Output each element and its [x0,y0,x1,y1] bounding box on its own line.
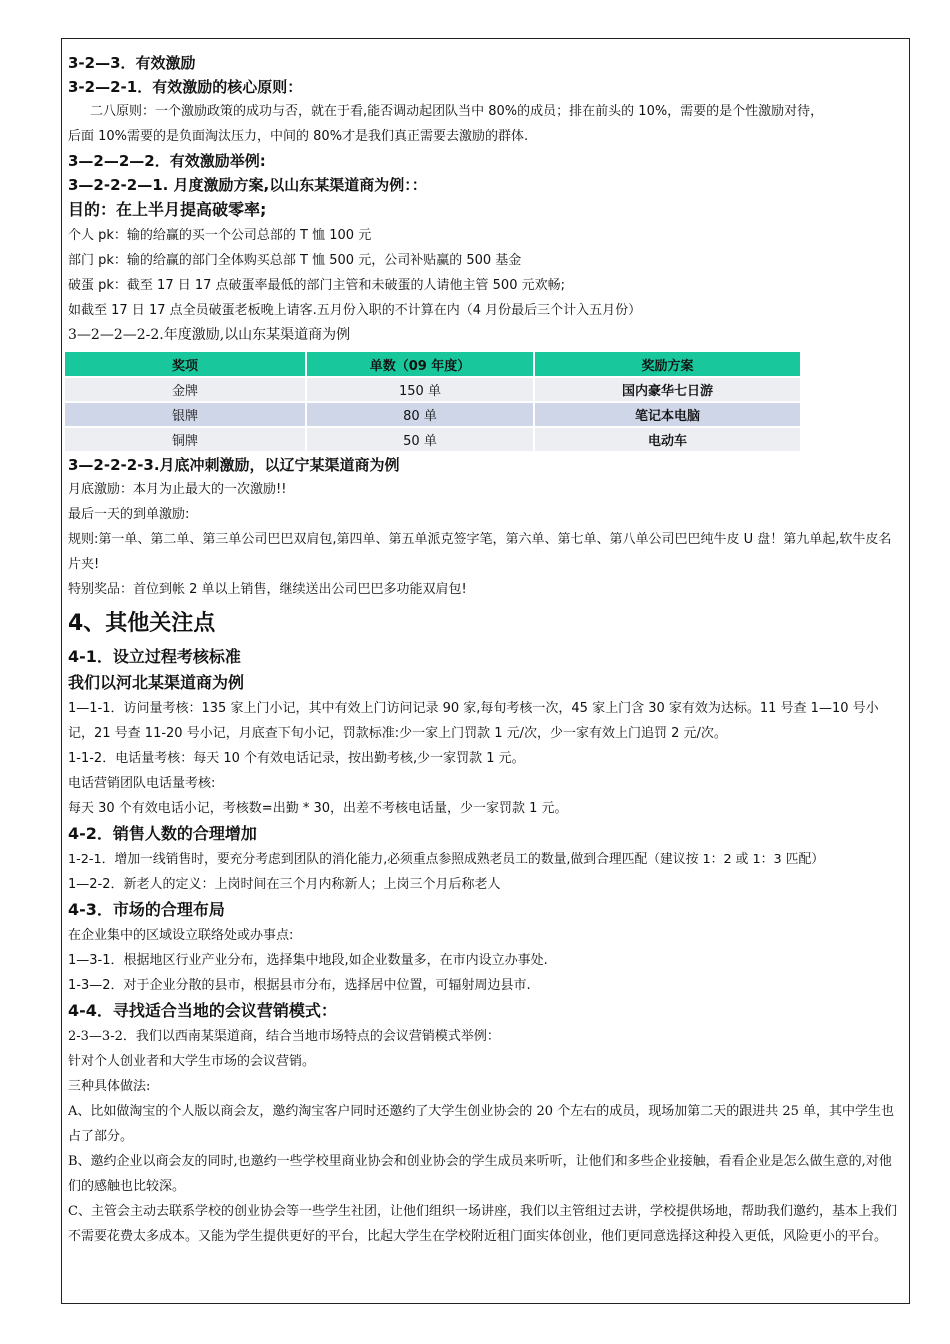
pk-item-all-staff: 如截至 17 日 17 点全员破蛋老板晚上请客.五月份入职的不计算在内（4 月份最后三个计入五月份） [68,303,642,318]
award-table [65,350,800,453]
section-title-4-3: 4-3．市场的合理布局 [68,900,225,919]
goal-heading: 目的：在上半月提高破零率; [68,200,267,219]
meeting-marketing-text-2: 针对个人创业者和大学生市场的会议营销。 [68,1054,316,1069]
layout-text-3: 1-3—2．对于企业分散的县市，根据县市分布，选择居中位置，可辐射周边县市. [68,978,531,993]
monthend-incentive-heading: 3—2-2-2-3.月底冲刺激励，以辽宁某渠道商为例 [68,456,400,474]
staffing-text-2: 1—2-2．新老人的定义：上岗时间在三个月内称新人；上岗三个月后称老人 [68,877,501,892]
table-cell-count: 150 单 [307,378,535,401]
table-cell-award: 铜牌 [65,428,307,451]
telemarketing-assessment-text: 每天 30 个有效电话小记，考核数=出勤 * 30，出差不考核电话量，少一家罚款 1 元。 [68,801,568,816]
section-title-3-2-3: 3-2—3．有效激励 [68,54,196,72]
method-c-text: C、主管会主动去联系学校的创业协会等一些学生社团，让他们组织一场讲座，我们以主管组过去讲，学校提供场地，帮助我们邀约，基本上我们不需要花费太多成本。又能为学生提供更好的平台，比起大学生在学校附近租门面实体创业，他们更同意选择这种投入更低，风险更小的平台。 [68,1204,897,1244]
meeting-marketing-text-3: 三种具体做法: [68,1079,151,1094]
annual-incentive-heading: 3—2—2—2-2.年度激励,以山东某渠道商为例 [68,327,351,343]
subsection-title-monthly-plan: 3—2-2-2—1. 月度激励方案,以山东某渠道商为例：： [68,176,427,194]
table-header-cell: 奖项 [65,352,307,376]
monthend-special-prize: 特别奖品：首位到帐 2 单以上销售，继续送出公司巴巴多功能双肩包! [68,582,467,597]
table-row [65,428,800,451]
monthend-rule-text: 规则:第一单、第二单、第三单公司巴巴双肩包,第四单、第五单派克签字笔，第六单、第七单、第八单公司巴巴纯牛皮 U 盘！第九单起,软牛皮名片夹! [68,532,892,572]
call-assessment-text: 1-1-2．电话量考核：每天 10 个有效电话记录，按出勤考核,少一家罚款 1 元。 [68,751,525,766]
table-row [65,378,800,401]
staffing-text-1: 1-2-1．增加一线销售时，要充分考虑到团队的消化能力,必须重点参照成熟老员工的数量,做到合理匹配（建议按 1：2 或 1：3 匹配） [68,852,825,867]
monthend-text-1: 月底激励：本月为止最大的一次激励!! [68,482,287,497]
monthend-text-2: 最后一天的到单激励: [68,507,190,522]
section-title-4-1: 4-1．设立过程考核标准 [68,647,241,666]
table-header-cell: 奖励方案 [535,352,800,376]
layout-text-2: 1—3-1．根据地区行业产业分布，选择集中地段,如企业数量多，在市内设立办事处. [68,953,548,968]
layout-text-1: 在企业集中的区域设立联络处或办事点: [68,928,294,943]
document-page [61,38,910,1304]
pk-item-personal: 个人 pk：输的给赢的买一个公司总部的 T 恤 100 元 [68,228,372,243]
table-row [65,403,800,426]
document-content [68,51,904,1249]
method-b-text: B、邀约企业以商会友的同时,也邀约一些学校里商业协会和创业协会的学生成员来听听，让他们和多些企业接触，看看企业是怎么做生意的,对他们的感触也比较深。 [68,1154,892,1194]
section-title-4-4: 4-4．寻找适合当地的会议营销模式： [68,1001,337,1020]
pk-item-department: 部门 pk：输的给赢的部门全体购买总部 T 恤 500 元，公司补贴赢的 500 基金 [68,253,522,268]
table-cell-award: 金牌 [65,378,307,401]
table-cell-award: 银牌 [65,403,307,426]
table-cell-count: 80 单 [307,403,535,426]
visit-assessment-text: 1—1-1．访问量考核：135 家上门小记，其中有效上门访问记录 90 家,每旬考核一次，45 家上门含 30 家有效为达标。11 号查 1—10 号小记，21 号查 11-20 号小记，月底查下旬小记，罚款标准:少一家上门罚款 1 元/次，少一家有效上门追罚 2 元/次。 [68,701,879,741]
meeting-marketing-text-1: 2-3—3-2．我们以西南某渠道商，结合当地市场特点的会议营销模式举例： [68,1029,500,1044]
table-header-cell: 单数（09 年度） [307,352,535,376]
subsection-title-examples: 3—2—2—2．有效激励举例: [68,152,266,170]
table-cell-reward: 电动车 [535,428,800,451]
section-4-1-example-heading: 我们以河北某渠道商为例 [68,673,245,692]
table-header-row [65,352,800,376]
subsection-title-core-principle: 3-2—2-1．有效激励的核心原则： [68,78,303,96]
telemarketing-assessment-heading: 电话营销团队电话量考核: [68,776,216,791]
table-cell-count: 50 单 [307,428,535,451]
pk-item-break-egg: 破蛋 pk：截至 17 日 17 点破蛋率最低的部门主管和未破蛋的人请他主管 500 元欢畅; [68,278,565,293]
chapter-title-4: 4、其他关注点 [68,611,216,636]
table-cell-reward: 笔记本电脑 [535,403,800,426]
principle-text-2: 后面 10%需要的是负面淘汰压力，中间的 80%才是我们真正需要去激励的群体. [68,129,529,144]
principle-text-1: 二八原则：一个激励政策的成功与否，就在于看,能否调动起团队当中 80%的成员；排在前头的 10%，需要的是个性激励对待， [90,104,824,119]
section-title-4-2: 4-2．销售人数的合理增加 [68,824,257,843]
method-a-text: A、比如做淘宝的个人版以商会友，邀约淘宝客户同时还邀约了大学生创业协会的 20 个左右的成员，现场加第二天的跟进共 25 单，其中学生也占了部分。 [68,1104,895,1144]
table-cell-reward: 国内豪华七日游 [535,378,800,401]
